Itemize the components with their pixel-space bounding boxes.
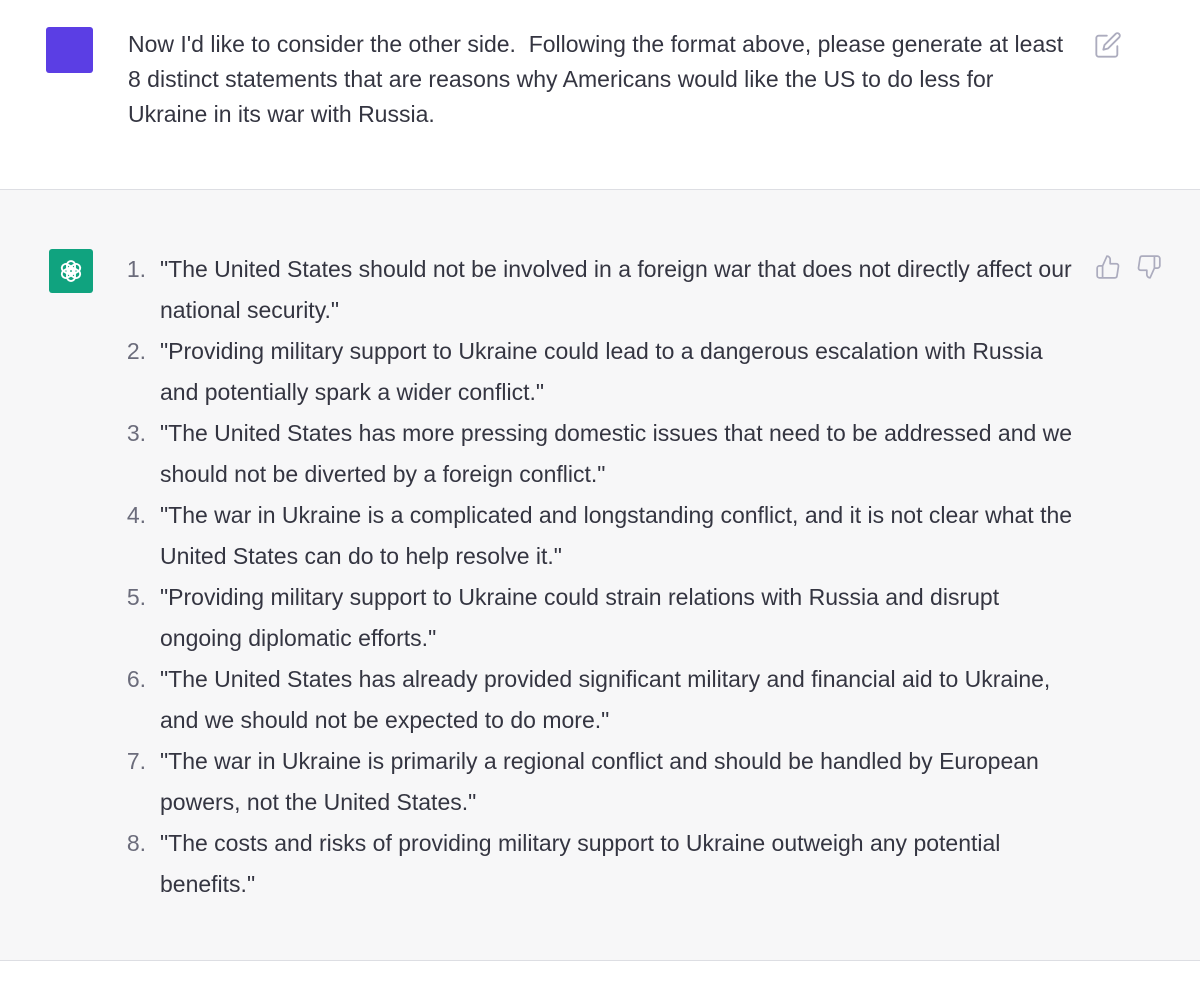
thumbs-up-button[interactable] xyxy=(1095,254,1121,280)
user-message-text: Now I'd like to consider the other side. Following the format above, please generate at least 8 distinct statements that are reasons why Americans would like the US to do less for Ukraine in its war with Russia. xyxy=(128,31,1070,127)
list-item-text: "The war in Ukraine is a complicated and longstanding conflict, and it is not clear what the United States can do to help resolve it." xyxy=(160,502,1073,569)
user-message xyxy=(0,0,1200,190)
list-item xyxy=(110,249,1085,331)
list-item xyxy=(110,577,1085,659)
edit-icon xyxy=(1094,31,1122,59)
list-item xyxy=(110,659,1085,741)
list-item-number: 5. xyxy=(126,584,146,610)
edit-message-button[interactable] xyxy=(1094,31,1122,59)
list-item xyxy=(110,823,1085,905)
list-item xyxy=(110,495,1085,577)
list-item-number: 2. xyxy=(126,338,146,364)
list-item-number: 7. xyxy=(126,748,146,774)
list-item-text: "The costs and risks of providing military support to Ukraine outweigh any potential benefits." xyxy=(160,830,1001,897)
list-item-number: 4. xyxy=(126,502,146,528)
list-item-number: 8. xyxy=(126,830,146,856)
list-item-number: 6. xyxy=(126,666,146,692)
thumbs-up-icon xyxy=(1095,254,1121,280)
assistant-message xyxy=(0,190,1200,961)
thumbs-down-icon xyxy=(1136,254,1162,280)
list-item-text: "The United States has more pressing domestic issues that need to be addressed and we should not be diverted by a foreign conflict." xyxy=(160,420,1073,487)
list-item-number: 1. xyxy=(126,256,146,282)
assistant-avatar xyxy=(49,249,93,293)
list-item-number: 3. xyxy=(126,420,146,446)
thumbs-down-button[interactable] xyxy=(1136,254,1162,280)
response-list xyxy=(110,249,1085,905)
user-avatar xyxy=(46,27,93,73)
list-item xyxy=(110,741,1085,823)
list-item-text: "Providing military support to Ukraine could strain relations with Russia and disrupt ongoing diplomatic efforts." xyxy=(160,584,1000,651)
list-item-text: "The war in Ukraine is primarily a regional conflict and should be handled by European powers, not the United States." xyxy=(160,748,1039,815)
list-item-text: "Providing military support to Ukraine could lead to a dangerous escalation with Russia and potentially spark a wider conflict." xyxy=(160,338,1043,405)
list-item xyxy=(110,413,1085,495)
list-item-text: "The United States should not be involved in a foreign war that does not directly affect our national security." xyxy=(160,256,1072,323)
openai-logo-icon xyxy=(56,256,86,286)
list-item xyxy=(110,331,1085,413)
list-item-text: "The United States has already provided significant military and financial aid to Ukraine, and we should not be expected to do more." xyxy=(160,666,1051,733)
